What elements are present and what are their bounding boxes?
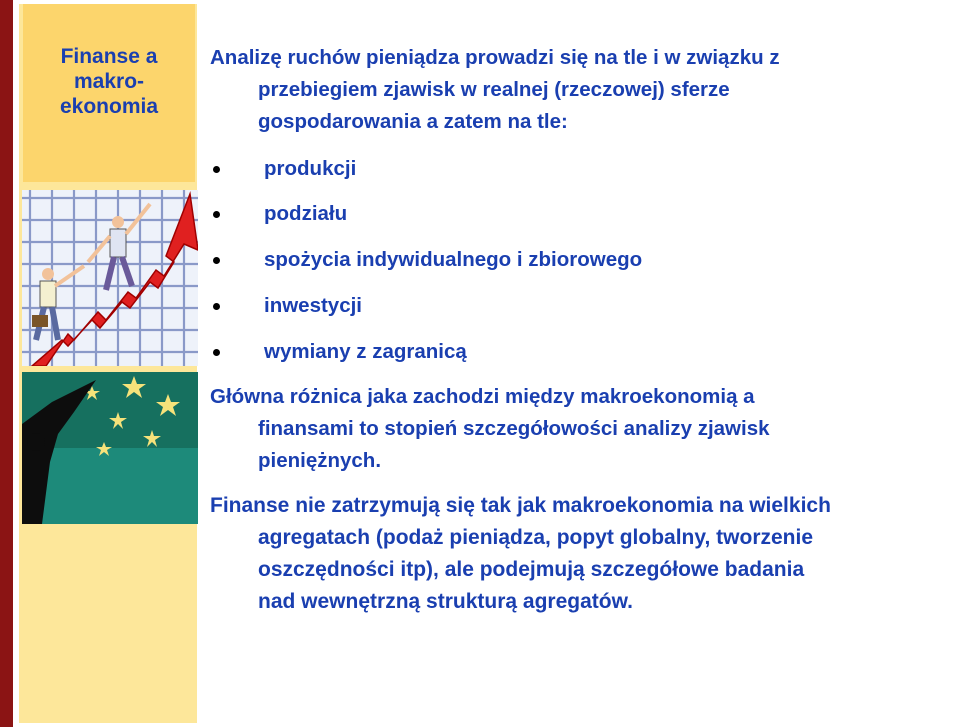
reaching-stars-illustration-icon	[22, 372, 198, 524]
finance-line: Finanse nie zatrzymują się tak jak makroekonomia na wielkich	[210, 494, 831, 517]
finance-line: oszczędności itp), ale podejmują szczegółowe badania	[258, 558, 805, 581]
bullet-marker	[213, 166, 220, 173]
intro-line: gospodarowania a zatem na tle:	[258, 110, 568, 133]
finance-line: nad wewnętrzną strukturą agregatów.	[258, 590, 633, 613]
bullet-marker	[213, 303, 220, 310]
left-accent-bar	[0, 0, 13, 727]
list-item: podziału	[264, 202, 348, 225]
sidebar-title-line: makro-	[73, 70, 145, 93]
intro-line: Analizę ruchów pieniądza prowadzi się na tle i w związku z	[210, 46, 780, 69]
bullet-marker	[213, 257, 220, 264]
bullet-marker	[213, 211, 220, 218]
difference-line: pieniężnych.	[258, 449, 382, 472]
sidebar-title	[23, 44, 195, 119]
stair-graph-illustration-icon	[22, 190, 198, 366]
intro-line: przebiegiem zjawisk w realnej (rzeczowej) sferze	[258, 78, 730, 101]
list-item: spożycia indywidualnego i zbiorowego	[264, 248, 643, 271]
list-item: inwestycji	[264, 294, 362, 317]
difference-line: Główna różnica jaka zachodzi między makroekonomią a	[210, 385, 755, 408]
list-item: wymiany z zagranicą	[264, 340, 467, 363]
sidebar-title-line: Finanse a	[60, 45, 158, 68]
finance-line: agregatach (podaż pieniądza, popyt globalny, tworzenie	[258, 526, 814, 549]
difference-line: finansami to stopień szczegółowości analizy zjawisk	[258, 417, 770, 440]
list-item: produkcji	[264, 157, 357, 180]
sidebar-title-line: ekonomia	[59, 95, 159, 118]
bullet-marker	[213, 349, 220, 356]
